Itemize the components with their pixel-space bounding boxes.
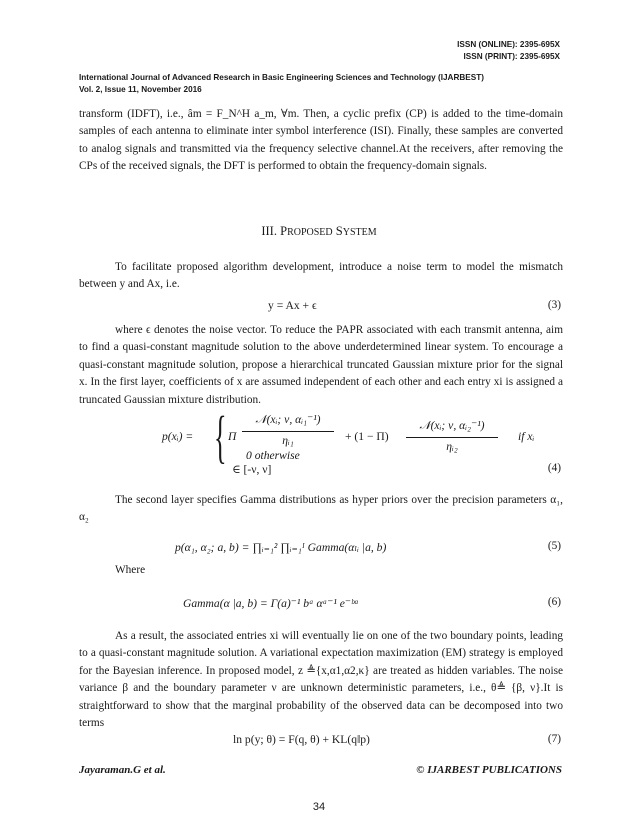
issn-online: ISSN (ONLINE): 2395-695X	[457, 40, 560, 49]
paragraph-4: As a result, the associated entries xi will eventually lie on one of the two boundary points, leading to a quasi-constant magnitude solution. A variational expectation maximization (EM) strategy is employed for the Bayesian inference. In proposed model, z ≜{x,α1,α2,κ} are treated as hidden variables. The noise variance β and the boundary parameter ν are unknown deterministic parameters, i.e., θ≜ {β, ν}.It is straightforward to show that the marginal probability of the observed data can be decomposed into two terms	[79, 630, 563, 730]
equation-4-brace: {	[214, 404, 227, 469]
equation-4-otherwise: 0 otherwise	[246, 449, 300, 462]
where-label: Where	[115, 564, 146, 576]
paragraph-2: where ϵ denotes the noise vector. To reduce the PAPR associated with each transmit antenna, aim to find a quasi-constant magnitude solution to the above underdetermined linear system. To encourage a quasi-constant magnitude solution, propose a hierarchical truncated Gaussian mixture prior for the signal x. In the first layer, coefficients of x are assumed independent of each other and each entry xi is assigned a truncated Gaussian mixture distribution.	[79, 324, 563, 406]
section-number: III.	[261, 224, 277, 238]
section-title-2: SYSTEM	[335, 224, 377, 238]
section-heading	[0, 224, 638, 239]
equation-3: y = Ax + ϵ	[268, 299, 317, 312]
equation-3-number: (3)	[547, 299, 561, 311]
journal-volume: Vol. 2, Issue 11, November 2016	[79, 85, 202, 94]
equation-4-plus: + (1 − Π)	[345, 430, 389, 443]
footer-author: Jayaraman.G et al.	[79, 764, 166, 776]
equation-4-denominator-2: ηᵢ₂	[446, 440, 458, 453]
equation-4-condition: if xᵢ	[518, 430, 535, 443]
equation-7: ln p(y; θ) = F(q, θ) + KL(q‖p)	[233, 733, 370, 746]
footer-publisher: © IJARBEST PUBLICATIONS	[416, 764, 562, 776]
equation-7-number: (7)	[547, 733, 561, 745]
equation-5-number: (5)	[547, 540, 561, 552]
section-title-1: PROPOSED	[280, 224, 333, 238]
equation-5: p(α₁, α₂; a, b) = ∏ᵢ₌₁² ∏ᵢ₌₁ᴵ Gamma(αₗᵢ |a, b)	[175, 541, 387, 554]
equation-4-numerator-1: 𝒩(xᵢ; ν, αᵢ₁⁻¹)	[255, 413, 321, 426]
paragraph-1: To facilitate proposed algorithm development, introduce a noise term to model the mismatch between y and Ax, i.e.	[79, 261, 563, 291]
equation-4-fraction-bar-2	[406, 437, 498, 438]
equation-4-number: (4)	[547, 462, 561, 474]
page-number: 34	[312, 801, 326, 813]
equation-4-lhs: p(xᵢ) =	[162, 430, 194, 443]
paragraph-3: The second layer specifies Gamma distributions as hyper priors over the precision parameters α₁, α₂	[79, 494, 563, 524]
intro-paragraph: transform (IDFT), i.e., âm = F_N^H a_m, ∀m. Then, a cyclic prefix (CP) is added to the time-domain samples of each antenna to eliminate inter symbol interference (ISI). Finally, these samples are converted to analog signals and transmitted via the frequency selective channel.At the receivers, after removing the CPs of the received signals, the DFT is performed to obtain the frequency-domain signals.	[79, 108, 563, 173]
issn-print: ISSN (PRINT): 2395-695X	[463, 52, 560, 61]
equation-4-numerator-2: 𝒩(xᵢ; ν, αᵢ₂⁻¹)	[419, 419, 485, 432]
equation-4-denominator-1: ηᵢ₁	[282, 434, 294, 447]
journal-title: International Journal of Advanced Research in Basic Engineering Sciences and Technology (IJARBEST)	[79, 73, 484, 82]
equation-6-number: (6)	[547, 596, 561, 608]
equation-4-range: ∈ [-ν, ν]	[232, 463, 272, 476]
equation-4-fraction-bar-1	[242, 431, 334, 432]
equation-4-pi: Π	[228, 430, 237, 443]
equation-6: Gamma(α |a, b) = Γ(a)⁻¹ bᵃ αᵃ⁻¹ e⁻ᵇᵅ	[183, 597, 359, 610]
